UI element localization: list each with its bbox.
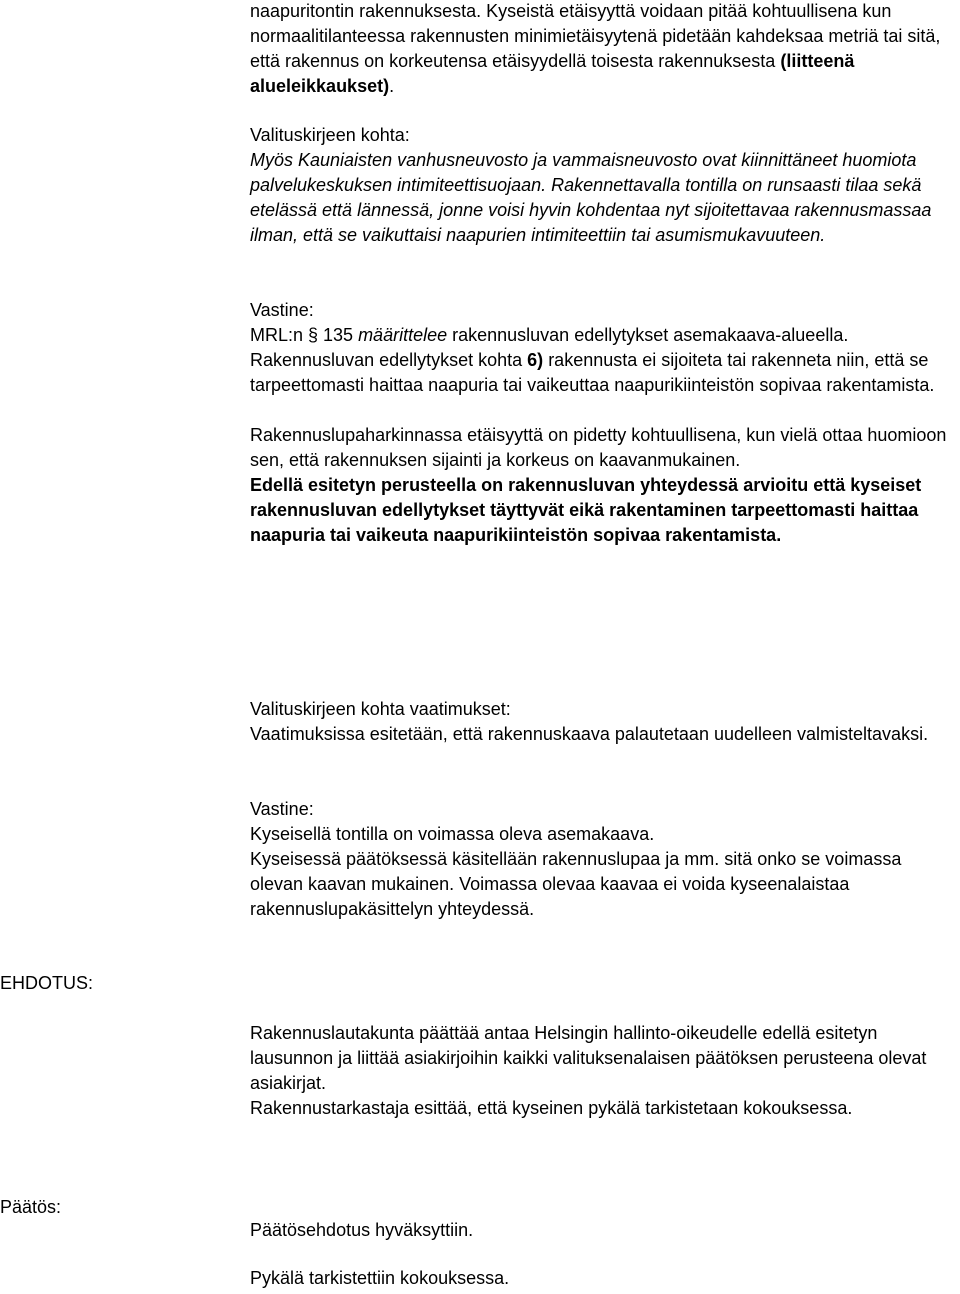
proposal-check-text: Rakennustarkastaja esittää, että kyseinen pykälä tarkistetaan kokouksessa. bbox=[250, 1098, 853, 1118]
permit-condition-number: 6) bbox=[527, 350, 544, 370]
permit-condition-text-b: rakennusta ei sijoiteta tai rakenneta niin, että se tarpeettomasti haittaa naapuria tai vaikeuttaa naapurikiinteistön sopivaa rakentamista. bbox=[250, 350, 935, 395]
appeal-requirements-text: Vaatimuksissa esitetään, että rakennuskaava palautetaan uudelleen valmisteltavaksi. bbox=[250, 724, 929, 744]
appeal-heading: Valituskirjeen kohta: bbox=[250, 125, 410, 145]
permit-condition-text-a: Rakennusluvan edellytykset kohta bbox=[250, 350, 528, 370]
proposal-text: Rakennuslautakunta päättää antaa Helsingin hallinto-oikeudelle edellä esitetyn lausunnon ja liittää asiakirjoihin kaikki valituksenalaisen päätöksen perusteena olevat asiakirjat. bbox=[250, 1023, 927, 1093]
conclusion-paragraph: Edellä esitetyn perusteella on rakennusluvan yhteydessä arvioitu että kyseiset rakennusluvan edellytykset täyttyvät eikä rakentaminen tarpeettomasti haittaa naapuria tai vaikeuta naapurikiinteistön sopivaa rakentamista. bbox=[250, 475, 922, 545]
response-heading-2: Vastine: bbox=[250, 799, 314, 819]
intro-paragraph bbox=[250, 0, 958, 99]
intro-attachment-note: (liitteenä alueleikkaukset) bbox=[250, 51, 855, 96]
appeal-quote: Myös Kauniaisten vanhusneuvosto ja vammaisneuvosto ovat kiinnittäneet huomiota palvelukeskuksen intimiteettisuojaan. Rakennettavalla tontilla on runsaasti tilaa sekä etelässä että lännessä, jonne voisi hyvin kohdentaa nyt sijoitettavaa rakennusmassaa ilman, että se vaikuttaisi naapurien intimiteettiin tai asumismukavuuteen. bbox=[250, 150, 932, 245]
proposal-label: EHDOTUS: bbox=[0, 973, 94, 993]
decision-label: Päätös: bbox=[0, 1197, 62, 1217]
intro-text: naapuritontin rakennuksesta. Kyseistä etäisyyttä voidaan pitää kohtuullisena kun normaalitilanteessa rakennusten minimietäisyytenä pidetään kahdeksaa metriä tai sitä, että rakennus on korkeutensa etäisyydellä toisesta rakennuksesta bbox=[250, 1, 941, 71]
appeal-section-2 bbox=[250, 697, 958, 747]
permit-condition-paragraph bbox=[250, 348, 958, 398]
law-verb: määrittelee bbox=[358, 325, 448, 345]
proposal-section bbox=[250, 1021, 958, 1121]
appeal-section-1 bbox=[250, 123, 958, 248]
law-reference bbox=[250, 323, 958, 348]
decision-approved: Päätösehdotus hyväksyttiin. bbox=[250, 1220, 474, 1240]
zoning-plan-line: Kyseisellä tontilla on voimassa oleva asemakaava. bbox=[250, 824, 655, 844]
law-suffix: rakennusluvan edellytykset asemakaava-alueella. bbox=[447, 325, 849, 345]
appeal-heading-requirements: Valituskirjeen kohta vaatimukset: bbox=[250, 699, 511, 719]
assessment-paragraph: Rakennuslupaharkinnassa etäisyyttä on pidetty kohtuullisena, kun vielä ottaa huomioon sen, että rakennuksen sijainti ja korkeus on kaavanmukainen. bbox=[250, 425, 947, 470]
decision-scope-paragraph: Kyseisessä päätöksessä käsitellään rakennuslupaa ja mm. sitä onko se voimassa olevan kaavan mukainen. Voimassa olevaa kaavaa ei voida kyseenalaistaa rakennuslupakäsittelyn yhteydessä. bbox=[250, 849, 902, 919]
response-heading: Vastine: bbox=[250, 300, 314, 320]
response-section-1 bbox=[250, 298, 958, 548]
intro-end: . bbox=[389, 76, 395, 96]
response-section-2 bbox=[250, 797, 958, 922]
decision-checked: Pykälä tarkistettiin kokouksessa. bbox=[250, 1268, 510, 1288]
law-prefix: MRL:n § 135 bbox=[250, 325, 359, 345]
